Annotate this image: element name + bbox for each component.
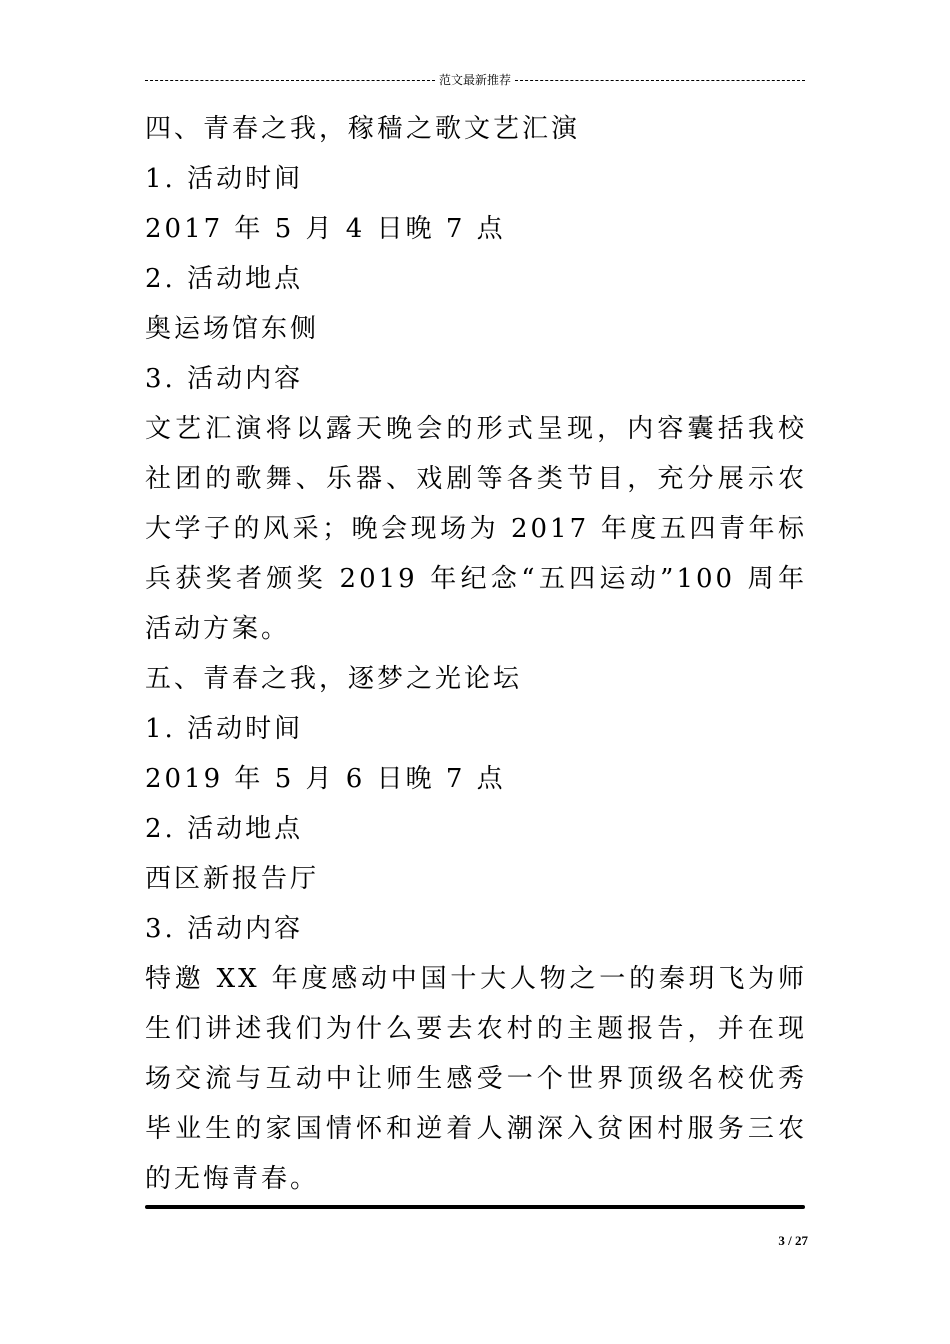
place-value: 西区新报告厅 — [145, 864, 320, 894]
content-text: 文艺汇演将以露天晚会的形式呈现，内容囊括我校社团的歌舞、乐器、戏剧等各类节目，充分展示农大学子的风采；晚会现场为 2017 年度五四青年标兵获奖者颁奖 2019 年纪念“五四运动”100 周年活动方案。 — [145, 414, 807, 644]
section-heading: 四、青春之我，稼穑之歌文艺汇演 — [145, 114, 581, 144]
place-value: 奥运场馆东侧 — [145, 314, 320, 344]
header-dashes-right — [515, 80, 805, 81]
time-label: 1. 活动时间 — [145, 164, 304, 194]
section-5 — [145, 654, 807, 1204]
page-header — [145, 71, 805, 89]
place-label: 2. 活动地点 — [145, 264, 304, 294]
time-value: 2017 年 5 月 4 日晚 7 点 — [145, 214, 506, 244]
page-number: 3 / 27 — [778, 1233, 808, 1248]
time-label: 1. 活动时间 — [145, 714, 304, 744]
content-text: 特邀 XX 年度感动中国十大人物之一的秦玥飞为师生们讲述我们为什么要去农村的主题报告，并在现场交流与互动中让师生感受一个世界顶级名校优秀毕业生的家国情怀和逆着人潮深入贫困村服务三农的无悔青春。 — [145, 964, 807, 1194]
section-heading: 五、青春之我，逐梦之光论坛 — [145, 664, 523, 694]
place-label: 2. 活动地点 — [145, 814, 304, 844]
footer-rule — [145, 1205, 805, 1209]
section-4 — [145, 104, 807, 654]
time-value: 2019 年 5 月 6 日晚 7 点 — [145, 764, 506, 794]
content-label: 3. 活动内容 — [145, 914, 304, 944]
content-label: 3. 活动内容 — [145, 364, 304, 394]
header-label: 范文最新推荐 — [439, 73, 512, 87]
document-body — [145, 104, 807, 1204]
header-dashes-left — [145, 80, 435, 81]
